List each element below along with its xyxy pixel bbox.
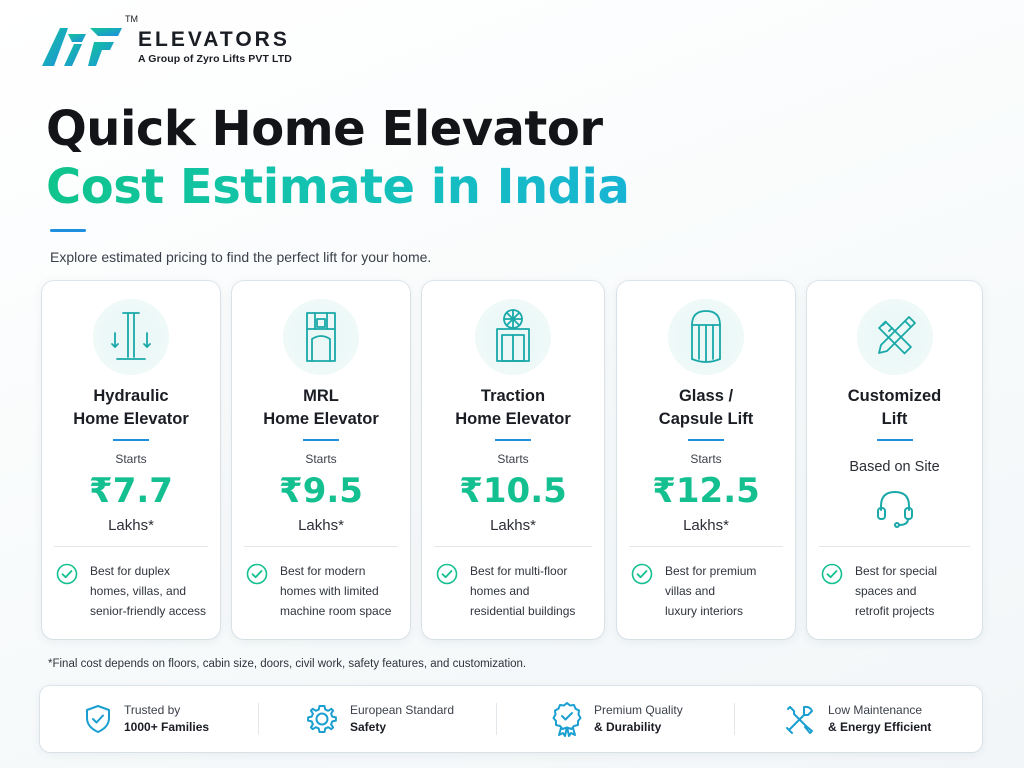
shield-check-icon	[84, 704, 112, 734]
starts-label: Starts	[305, 452, 337, 466]
trust-line-1: Premium Quality	[594, 703, 683, 717]
title-rule	[688, 439, 724, 441]
price: ₹9.5	[279, 471, 363, 511]
price: ₹12.5	[652, 471, 760, 511]
card-hydraulic[interactable]	[42, 281, 220, 639]
trust-item-safety	[306, 686, 454, 752]
divider	[244, 546, 398, 547]
hydraulic-elevator-icon	[93, 299, 169, 375]
brand-name: ELEVATORS	[138, 28, 290, 51]
pricing-cards	[42, 281, 982, 639]
check-circle-icon	[631, 563, 653, 585]
trust-line-2: 1000+ Families	[124, 720, 210, 734]
card-mrl[interactable]	[232, 281, 410, 639]
brand-logo[interactable]	[38, 16, 292, 74]
starts-label: Starts	[690, 452, 722, 466]
check-circle-icon	[821, 563, 843, 585]
page-title	[46, 100, 629, 216]
card-title: Customized Lift	[847, 387, 942, 428]
wrench-screwdriver-icon	[784, 703, 816, 735]
trust-item-quality	[552, 686, 683, 752]
ruler-pencil-icon	[857, 299, 933, 375]
starts-label: Starts	[115, 452, 147, 466]
trust-line-2: & Energy Efficient	[828, 720, 932, 734]
card-title: Glass / Capsule Lift	[658, 387, 754, 428]
card-description: Best for special spaces and retrofit projects	[855, 564, 938, 618]
card-description: Best for duplex homes, villas, and senior-friendly access	[90, 564, 207, 618]
title-rule	[877, 439, 913, 441]
trust-line-1: Low Maintenance	[828, 703, 923, 717]
trust-line-2: Safety	[350, 720, 387, 734]
intro-text: Explore estimated pricing to find the perfect lift for your home.	[50, 249, 432, 265]
price-unit: Lakhs*	[683, 517, 729, 534]
card-traction[interactable]	[422, 281, 604, 639]
trademark-mark: TM	[125, 14, 138, 24]
separator	[496, 703, 497, 735]
mrl-elevator-icon	[283, 299, 359, 375]
trust-line-2: & Durability	[594, 720, 662, 734]
check-circle-icon	[56, 563, 78, 585]
traction-elevator-icon	[475, 299, 551, 375]
title-line-1: Quick Home Elevator	[46, 101, 603, 157]
price: ₹7.7	[89, 471, 173, 511]
price-unit: Lakhs*	[490, 517, 536, 534]
card-title: Traction Home Elevator	[455, 387, 571, 428]
starts-label: Starts	[497, 452, 529, 466]
brand-tagline: A Group of Zyro Lifts PVT LTD	[138, 53, 292, 65]
trust-item-maintenance	[784, 686, 931, 752]
check-circle-icon	[246, 563, 268, 585]
check-circle-icon	[436, 563, 458, 585]
divider	[54, 546, 208, 547]
title-rule	[495, 439, 531, 441]
based-on-site-label: Based on Site	[849, 459, 940, 475]
separator	[258, 703, 259, 735]
trust-item-families	[84, 686, 209, 752]
separator	[734, 703, 735, 735]
trust-bar	[40, 686, 982, 752]
title-accent-rule	[50, 229, 86, 232]
title-rule	[113, 439, 149, 441]
divider	[434, 546, 592, 547]
trust-line-1: Trusted by	[124, 703, 181, 717]
card-title: MRL Home Elevator	[263, 387, 379, 428]
price-unit: Lakhs*	[298, 517, 344, 534]
price-unit: Lakhs*	[108, 517, 154, 534]
price: ₹10.5	[459, 471, 567, 511]
card-title: Hydraulic Home Elevator	[73, 387, 189, 428]
logo-mark-icon	[38, 14, 138, 74]
card-customized[interactable]	[807, 281, 982, 639]
card-capsule[interactable]	[617, 281, 795, 639]
award-badge-icon	[552, 701, 582, 737]
trust-line-1: European Standard	[350, 703, 455, 717]
card-description: Best for modern homes with limited machine room space	[280, 564, 392, 618]
footnote: *Final cost depends on floors, cabin size, doors, civil work, safety features, and customization.	[48, 658, 527, 670]
headset-icon	[871, 484, 919, 532]
divider	[629, 546, 783, 547]
capsule-lift-icon	[668, 299, 744, 375]
card-description: Best for multi-floor homes and residential buildings	[470, 564, 576, 618]
card-description: Best for premium villas and luxury interiors	[665, 564, 757, 618]
gear-icon	[306, 703, 338, 735]
title-line-2: Cost Estimate in India	[46, 159, 630, 215]
divider	[819, 546, 970, 547]
title-rule	[303, 439, 339, 441]
